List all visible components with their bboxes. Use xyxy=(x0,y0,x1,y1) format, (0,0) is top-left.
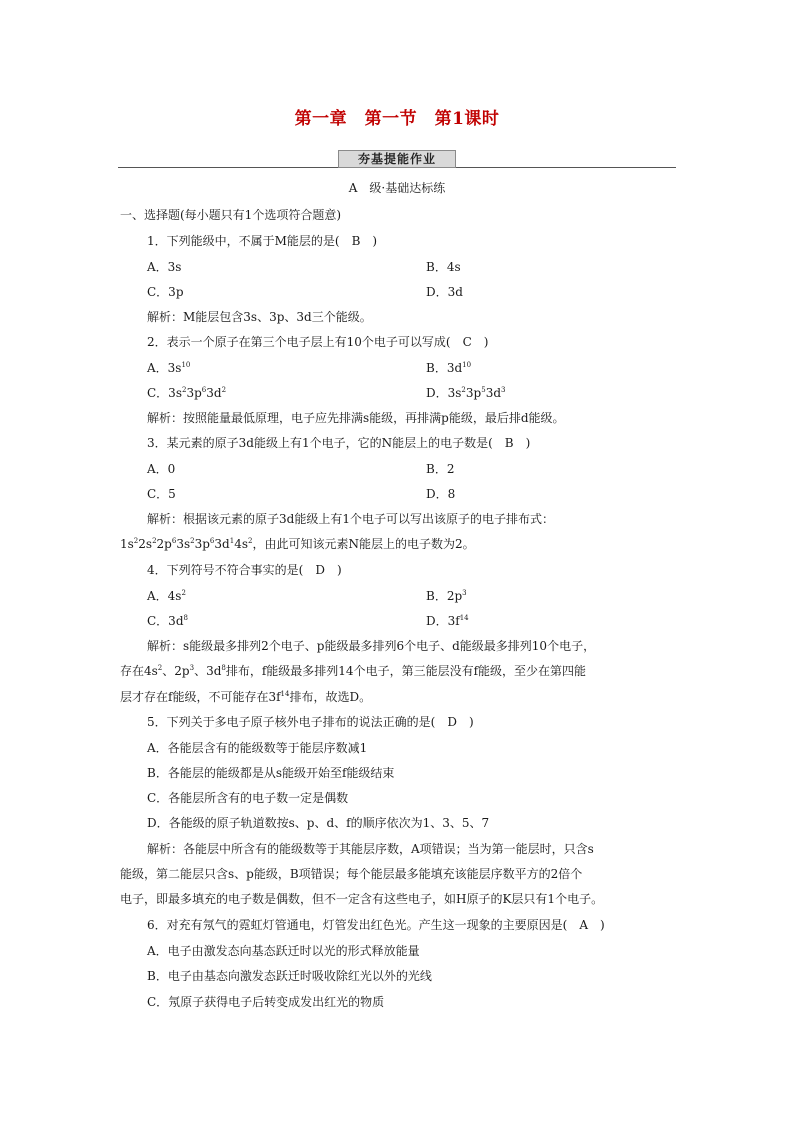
q2-d-s2: 5 xyxy=(481,386,486,394)
q4-d-sup: 14 xyxy=(459,614,469,622)
q3-option-a: A．0 xyxy=(147,462,176,476)
q2-d-t2: 3p xyxy=(465,386,482,400)
q4-analysis-line3 xyxy=(120,690,371,705)
level-subtitle: A 级·基础达标练 xyxy=(348,181,446,195)
q4-an2-s1: 2 xyxy=(157,664,163,672)
q2-option-a xyxy=(147,361,190,376)
q2-analysis: 解析：按照能量最低原理，电子应先排满s能级，再排满p能级，最后排d能级。 xyxy=(147,411,565,425)
q2-b-text: B．3d xyxy=(426,361,463,375)
q3-cfg-1: 1s xyxy=(120,537,134,551)
q5-analysis-line1: 解析：各能层中所含有的能级数等于其能层序数，A项错误；当为第一能层时，只含s xyxy=(147,842,594,856)
q5-option-a: A．各能层含有的能级数等于能层序数减1 xyxy=(147,741,368,755)
q2-d-t3: 3d xyxy=(485,386,502,400)
q4-an2-s2: 3 xyxy=(189,664,195,672)
q4-c-sup: 8 xyxy=(183,614,188,622)
q4-c-text: C．3d xyxy=(147,614,184,628)
q3-cfg-7-sup: 2 xyxy=(247,537,253,545)
q5-analysis-line2: 能级，第二能层只含s、p能级，B项错误；每个能层最多能填充该能层序数平方的2倍个 xyxy=(120,867,583,881)
q3-cfg-3: 2p xyxy=(156,537,172,551)
q4-an2-t1: 存在4s xyxy=(120,664,158,678)
q3-cfg-4-sup: 2 xyxy=(190,537,195,545)
q4-option-c xyxy=(147,614,188,629)
q2-option-d xyxy=(426,386,505,401)
q6-option-a: A．电子由激发态向基态跃迁时以光的形式释放能量 xyxy=(147,944,420,958)
q3-cfg-1-sup: 2 xyxy=(133,537,139,545)
q3-analysis-tail: ，由此可知该元素N能层上的电子数为2。 xyxy=(252,537,475,551)
q2-d-t1: D．3s xyxy=(426,386,462,400)
q3-config xyxy=(120,537,252,551)
q3-cfg-6: 3d xyxy=(214,537,230,551)
q2-option-b xyxy=(426,361,471,376)
q2-stem: 2．表示一个原子在第三个电子层上有10个电子可以写成( C ) xyxy=(147,335,489,349)
q2-c-t2: 3p xyxy=(186,386,202,400)
q3-cfg-2-sup: 2 xyxy=(152,537,157,545)
section-heading: 一、选择题(每小题只有1个选项符合题意) xyxy=(120,208,341,222)
q1-analysis: 解析：M能层包含3s、3p、3d三个能级。 xyxy=(147,310,372,324)
q1-stem: 1．下列能级中，不属于M能层的是( B ) xyxy=(147,234,378,248)
q6-stem: 6．对充有氖气的霓虹灯管通电，灯管发出红色光。产生这一现象的主要原因是( A ) xyxy=(147,918,605,932)
q3-cfg-5-sup: 6 xyxy=(209,537,215,545)
q5-option-b: B．各能层的能级都是从s能级开始至f能级结束 xyxy=(147,766,395,780)
q4-stem: 4．下列符号不符合事实的是( D ) xyxy=(147,563,342,577)
q2-c-s2: 6 xyxy=(201,386,207,394)
q2-c-t1: C．3s xyxy=(147,386,182,400)
page-title: 第一章 第一节 第1课时 xyxy=(294,109,500,129)
q5-option-c: C．各能层所含有的电子数一定是偶数 xyxy=(147,791,349,805)
q6-option-b: B．电子由基态向激发态跃迁时吸收除红光以外的光线 xyxy=(147,969,432,983)
q2-d-s3: 3 xyxy=(501,386,506,394)
q4-option-a xyxy=(147,589,186,604)
q4-b-text: B．2p xyxy=(426,589,463,603)
q4-b-sup: 3 xyxy=(462,589,467,597)
q3-cfg-2: 2s xyxy=(138,537,153,551)
q3-analysis-line1: 解析：根据该元素的原子3d能级上有1个电子可以写出该原子的电子排布式： xyxy=(147,512,554,526)
q3-cfg-5: 3p xyxy=(194,537,210,551)
q3-cfg-6-sup: 1 xyxy=(229,537,235,545)
q2-b-sup: 10 xyxy=(462,361,472,369)
q4-an2-t3: 、3d xyxy=(194,664,222,678)
q4-an2-t4: 排布，f能级最多排列14个电子，第三能层没有f能级，至少在第四能 xyxy=(225,664,587,678)
q4-a-sup: 2 xyxy=(181,589,186,597)
q2-c-s1: 2 xyxy=(181,386,187,394)
q2-option-c xyxy=(147,386,226,401)
q4-an3-t1: 层才存在f能级，不可能存在3f xyxy=(120,690,281,704)
q4-option-d xyxy=(426,614,469,629)
q2-c-t3: 3d xyxy=(206,386,222,400)
q3-cfg-4: 3s xyxy=(176,537,191,551)
q4-d-text: D．3f xyxy=(426,614,460,628)
q2-d-s1: 2 xyxy=(461,386,466,394)
q6-option-c: C．氖原子获得电子后转变成发出红光的物质 xyxy=(147,995,385,1009)
q4-an2-t2: 、2p xyxy=(162,664,190,678)
q1-option-b: B．4s xyxy=(426,260,461,274)
q3-option-c: C．5 xyxy=(147,487,176,501)
q1-option-c: C．3p xyxy=(147,285,184,299)
q4-option-b xyxy=(426,589,467,604)
q3-option-d: D．8 xyxy=(426,487,456,501)
q4-a-text: A．4s xyxy=(147,589,182,603)
q2-c-s3: 2 xyxy=(221,386,227,394)
homework-banner xyxy=(118,150,676,172)
q3-stem: 3．某元素的原子3d能级上有1个电子，它的N能层上的电子数是( B ) xyxy=(147,436,531,450)
q4-an2-s3: 8 xyxy=(221,664,226,672)
q3-cfg-3-sup: 6 xyxy=(171,537,177,545)
q1-option-a: A．3s xyxy=(147,260,182,274)
q2-a-sup: 10 xyxy=(181,361,191,369)
q2-a-text: A．3s xyxy=(147,361,182,375)
q3-cfg-7: 4s xyxy=(234,537,248,551)
q4-analysis-line1: 解析：s能级最多排列2个电子、p能级最多排列6个电子、d能级最多排列10个电子， xyxy=(147,639,596,653)
q3-analysis-line2 xyxy=(120,537,475,552)
q5-stem: 5．下列关于多电子原子核外电子排布的说法正确的是( D ) xyxy=(147,715,474,729)
q4-an3-sup: 14 xyxy=(280,690,290,698)
q1-option-d: D．3d xyxy=(426,285,463,299)
q5-analysis-line3: 电子，即最多填充的电子数是偶数，但不一定含有这些电子，如H原子的K层只有1个电子。 xyxy=(120,892,604,906)
banner-label: 夯基提能作业 xyxy=(338,150,456,168)
q4-an3-t2: 排布，故选D。 xyxy=(289,690,372,704)
q5-option-d: D．各能级的原子轨道数按s、p、d、f的顺序依次为1、3、5、7 xyxy=(147,816,490,830)
q3-option-b: B．2 xyxy=(426,462,455,476)
q4-analysis-line2 xyxy=(120,664,586,679)
